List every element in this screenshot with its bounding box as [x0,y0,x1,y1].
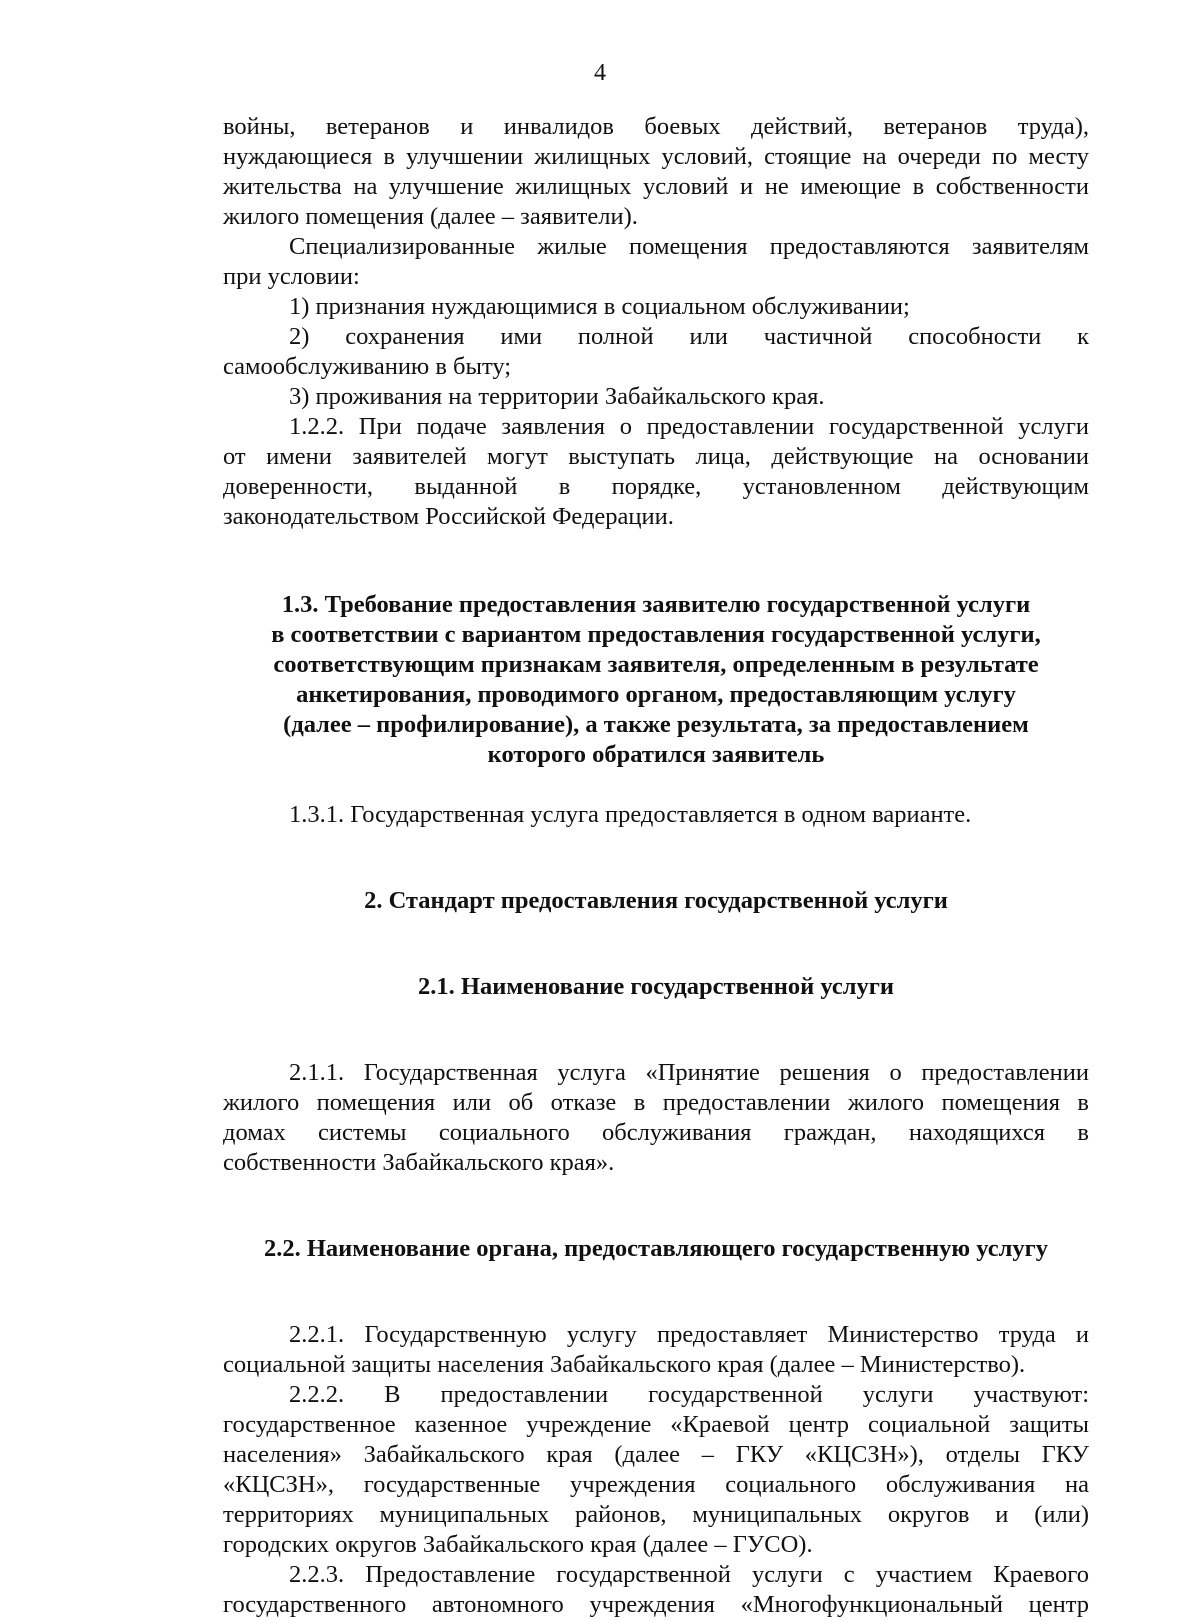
text-line: домах системы социального обслуживания граждан, находящихся в [223,1119,1089,1146]
heading-line: (далее – профилирование), а также результата, за предоставлением [283,711,1029,738]
text-line: «КЦСЗН», государственные учреждения социального обслуживания на [223,1471,1089,1498]
heading-2-1: 2.1. Наименование государственной услуги [418,973,894,1000]
paragraph-2-2-1 [223,1320,1089,1380]
text-line: самообслуживанию в быту; [223,353,512,380]
text-line: 2.2.1. Государственную услугу предоставляет Министерство труда и [289,1321,1089,1348]
text-line: социальной защиты населения Забайкальского края (далее – Министерство). [223,1351,1026,1378]
heading-line: 1.3. Требование предоставления заявителю государственной услуги [281,591,1031,618]
paragraph-p3 [223,292,1089,322]
intro-paragraphs [223,112,1089,532]
text-line: 2.1.1. Государственная услуга «Принятие решения о предоставлении [289,1059,1089,1086]
text-line: от имени заявителей могут выступать лица, действующие на основании [223,443,1089,470]
document-body [223,112,1089,1620]
text-line: собственности Забайкальского края». [223,1149,615,1176]
text-line: территориях муниципальных районов, муниципальных округов и (или) [223,1501,1089,1528]
paragraph-2-2-3 [223,1560,1089,1620]
heading-line: анкетирования, проводимого органом, предоставляющим услугу [296,681,1016,708]
heading-1-3 [223,590,1089,770]
text-line: государственное казенное учреждение «Краевой центр социальной защиты [223,1411,1089,1438]
paragraph-p1 [223,112,1089,232]
paragraph-p2 [223,232,1089,292]
text-line: 1) признания нуждающимися в социальном обслуживании; [289,293,910,320]
text-line: войны, ветеранов и инвалидов боевых действий, ветеранов труда), [223,113,1089,140]
paragraph-p6 [223,412,1089,532]
text-line: 2) сохранения ими полной или частичной способности к [289,323,1089,350]
heading-line: соответствующим признакам заявителя, определенным в результате [273,651,1039,678]
heading-line: в соответствии с вариантом предоставления государственной услуги, [271,621,1041,648]
paragraph-2-2-2 [223,1380,1089,1560]
text-line: при условии: [223,263,360,290]
heading-line: которого обратился заявитель [487,741,825,768]
paragraph-2-1-1 [223,1058,1089,1178]
page-number: 4 [594,60,606,86]
text-line: доверенности, выданной в порядке, установленном действующим [223,473,1089,500]
paragraph-p5 [223,382,1089,412]
text-line: городских округов Забайкальского края (далее – ГУСО). [223,1531,813,1558]
text-line: государственного автономного учреждения «Многофункциональный центр [223,1591,1089,1618]
paragraph-1-3-1: 1.3.1. Государственная услуга предоставляется в одном варианте. [289,801,972,828]
text-line: жительства на улучшение жилищных условий и не имеющие в собственности [223,173,1089,200]
text-line: населения» Забайкальского края (далее – ГКУ «КЦСЗН»), отделы ГКУ [223,1441,1089,1468]
text-line: 1.2.2. При подаче заявления о предоставлении государственной услуги [289,413,1089,440]
heading-2: 2. Стандарт предоставления государственной услуги [364,887,948,914]
text-line: 3) проживания на территории Забайкальского края. [289,383,825,410]
text-line: жилого помещения (далее – заявители). [223,203,638,230]
text-line: нуждающиеся в улучшении жилищных условий, стоящие на очереди по месту [223,143,1089,170]
text-line: законодательством Российской Федерации. [223,503,674,530]
heading-2-2: 2.2. Наименование органа, предоставляющего государственную услугу [263,1235,1049,1262]
text-line: 2.2.2. В предоставлении государственной услуги участвуют: [289,1381,1089,1408]
text-line: жилого помещения или об отказе в предоставлении жилого помещения в [223,1089,1089,1116]
text-line: Специализированные жилые помещения предоставляются заявителям [289,233,1089,260]
text-line: 2.2.3. Предоставление государственной услуги с участием Краевого [289,1561,1089,1588]
paragraph-p4 [223,322,1089,382]
